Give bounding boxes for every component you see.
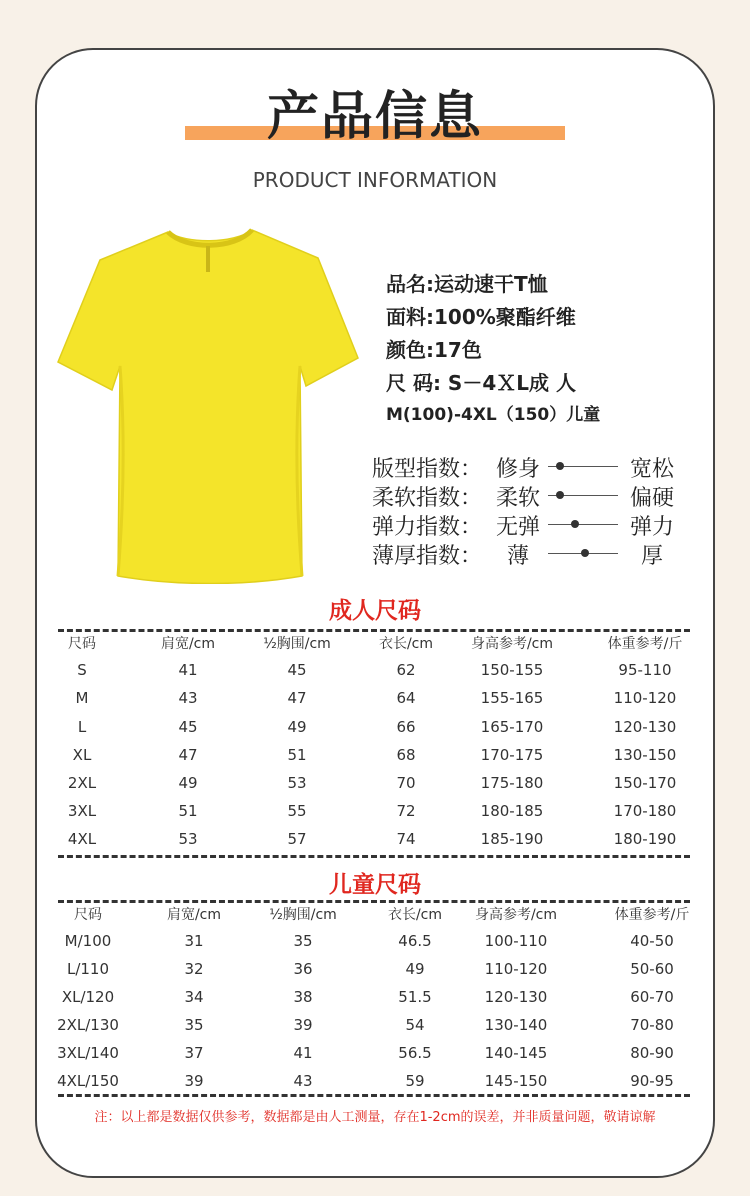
table-cell: 150-155 (480, 661, 544, 680)
table-cell: 74 (396, 830, 416, 849)
index-left-label: 薄 (506, 544, 529, 569)
table-cell: 80-90 (630, 1044, 674, 1062)
table-cell: 2XL/130 (57, 1016, 119, 1034)
table-cell: 36 (293, 960, 313, 978)
table-cell: 55 (287, 802, 307, 821)
table-cell: L/110 (66, 960, 110, 978)
index-right-label: 偏硬 (629, 486, 674, 511)
header-cell: 尺码 (68, 636, 96, 652)
table-cell: 51 (178, 802, 198, 821)
product-fabric: 面料:100%聚酯纤维 (386, 305, 576, 329)
page-title: 产品信息 (266, 87, 483, 147)
table-cell: 49 (287, 717, 307, 736)
header-cell: 体重参考/斤 (614, 907, 690, 923)
table-header (0, 904, 750, 928)
table-cell: 40-50 (630, 932, 674, 950)
table-cell: 46.5 (398, 932, 432, 950)
table-cell: 51 (287, 745, 307, 764)
product-color: 颜色:17色 (386, 338, 482, 362)
table-cell: 180-185 (480, 802, 544, 821)
tshirt-body (58, 230, 358, 584)
table-cell: 56.5 (398, 1044, 432, 1062)
header-cell: ½胸围/cm (263, 636, 331, 652)
table-cell: 39 (184, 1072, 204, 1090)
table-cell: 95-110 (618, 661, 672, 680)
divider (58, 900, 690, 903)
table-row (0, 932, 750, 956)
table-cell: 140-145 (484, 1044, 548, 1062)
table-cell: 43 (293, 1072, 313, 1090)
table-cell: 53 (287, 774, 307, 792)
table-cell: 170-180 (613, 802, 677, 821)
table-cell: 35 (184, 1016, 204, 1034)
product-name: 品名:运动速干T恤 (386, 272, 548, 296)
index-left-label: 修身 (495, 457, 540, 482)
table-cell: 47 (287, 689, 307, 708)
index-scale-marker (556, 462, 564, 470)
table-cell: 34 (184, 988, 204, 1006)
header-cell: 尺码 (74, 907, 102, 923)
table-cell: 45 (178, 717, 198, 736)
index-label: 柔软指数： (372, 486, 483, 511)
table-row (0, 1016, 750, 1040)
header-cell: 身高参考/cm (474, 907, 558, 923)
table-cell: 41 (178, 661, 198, 680)
table-row (0, 774, 750, 798)
table-cell: 68 (396, 745, 416, 764)
index-right-label: 宽松 (629, 457, 674, 482)
tshirt-image (56, 226, 362, 584)
table-cell: 72 (396, 802, 416, 821)
table-cell: 39 (293, 1016, 313, 1034)
table-cell: 35 (293, 932, 313, 950)
table-cell: 50-60 (630, 960, 674, 978)
table-cell: 165-170 (480, 717, 544, 736)
table-row (0, 960, 750, 984)
index-right-label: 弹力 (629, 515, 674, 540)
table-row (0, 718, 750, 742)
table-cell: 31 (184, 932, 204, 950)
table-cell: 110-120 (613, 689, 677, 708)
table-cell: 155-165 (480, 689, 544, 708)
header-cell: 身高参考/cm (470, 636, 554, 652)
index-right-label: 厚 (640, 544, 663, 569)
table-cell: 41 (293, 1044, 313, 1062)
table-cell: 170-175 (480, 745, 544, 764)
table-row (0, 746, 750, 770)
table-row (0, 661, 750, 685)
page-subtitle: PRODUCT INFORMATION (252, 168, 498, 192)
table-cell: 4XL (67, 830, 97, 849)
table-row (0, 689, 750, 713)
table-cell: 185-190 (480, 830, 544, 849)
divider (58, 855, 690, 858)
table-cell: 60-70 (630, 988, 674, 1006)
table-row (0, 830, 750, 854)
table-cell: 59 (405, 1072, 425, 1090)
table-cell: 90-95 (630, 1072, 674, 1090)
disclaimer-note: 注：以上都是数据仅供参考，数据都是由人工测量，存在1-2cm的误差，并非质量问题，敬请谅解 (94, 1110, 656, 1125)
table-cell: XL (72, 745, 92, 764)
table-cell: 145-150 (484, 1072, 548, 1090)
product-size-adult: 尺 码: S－4ＸL成 人 (386, 371, 576, 395)
table-cell: 4XL/150 (57, 1072, 119, 1090)
table-cell: 3XL/140 (57, 1044, 119, 1062)
table-cell: 120-130 (613, 717, 677, 736)
table-row (0, 1044, 750, 1068)
index-left-label: 无弹 (495, 515, 540, 540)
table-cell: 43 (178, 689, 198, 708)
table-cell: L (77, 717, 87, 736)
table-row (0, 1072, 750, 1096)
table-row (0, 988, 750, 1012)
table-cell: 54 (405, 1016, 425, 1034)
table-cell: 175-180 (480, 774, 544, 792)
table-cell: 110-120 (484, 960, 548, 978)
adult-size-title: 成人尺码 (329, 598, 421, 624)
index-label: 薄厚指数： (372, 544, 483, 569)
index-scale-marker (556, 491, 564, 499)
header-cell: 肩宽/cm (160, 636, 216, 652)
index-left-label: 柔软 (495, 486, 540, 511)
table-cell: 100-110 (484, 932, 548, 950)
index-label: 版型指数： (372, 457, 483, 482)
tshirt-tag (206, 246, 210, 272)
table-cell: M (75, 689, 89, 708)
index-scale-marker (571, 520, 579, 528)
product-size-kids: M(100)-4XL（150）儿童 (386, 405, 601, 425)
table-cell: 62 (396, 661, 416, 680)
table-cell: 150-170 (613, 774, 677, 792)
table-cell: 180-190 (613, 830, 677, 849)
table-cell: 66 (396, 717, 416, 736)
table-cell: 130-150 (613, 745, 677, 764)
index-label: 弹力指数： (372, 515, 483, 540)
table-cell: 49 (178, 774, 198, 792)
header-cell: 衣长/cm (378, 636, 434, 652)
index-scale-marker (581, 549, 589, 557)
table-cell: 38 (293, 988, 313, 1006)
table-cell: 70-80 (630, 1016, 674, 1034)
table-cell: S (77, 661, 87, 680)
table-cell: 45 (287, 661, 307, 680)
table-cell: 53 (178, 830, 198, 849)
table-cell: 37 (184, 1044, 204, 1062)
divider (58, 629, 690, 632)
kids-size-title: 儿童尺码 (329, 872, 421, 898)
index-scale-line (548, 524, 618, 525)
table-cell: 64 (396, 689, 416, 708)
table-cell: 120-130 (484, 988, 548, 1006)
header-cell: ½胸围/cm (269, 907, 337, 923)
header-cell: 肩宽/cm (166, 907, 222, 923)
table-cell: 49 (405, 960, 425, 978)
table-cell: 70 (396, 774, 416, 792)
header-cell: 体重参考/斤 (607, 636, 683, 652)
table-cell: 3XL (67, 802, 97, 821)
table-cell: 57 (287, 830, 307, 849)
table-cell: 32 (184, 960, 204, 978)
table-header (0, 633, 750, 657)
table-cell: 47 (178, 745, 198, 764)
table-cell: XL/120 (61, 988, 115, 1006)
table-cell: 51.5 (398, 988, 432, 1006)
header-cell: 衣长/cm (387, 907, 443, 923)
table-row (0, 802, 750, 826)
table-cell: M/100 (64, 932, 112, 950)
divider (58, 1094, 690, 1097)
table-cell: 130-140 (484, 1016, 548, 1034)
table-cell: 2XL (67, 774, 97, 792)
